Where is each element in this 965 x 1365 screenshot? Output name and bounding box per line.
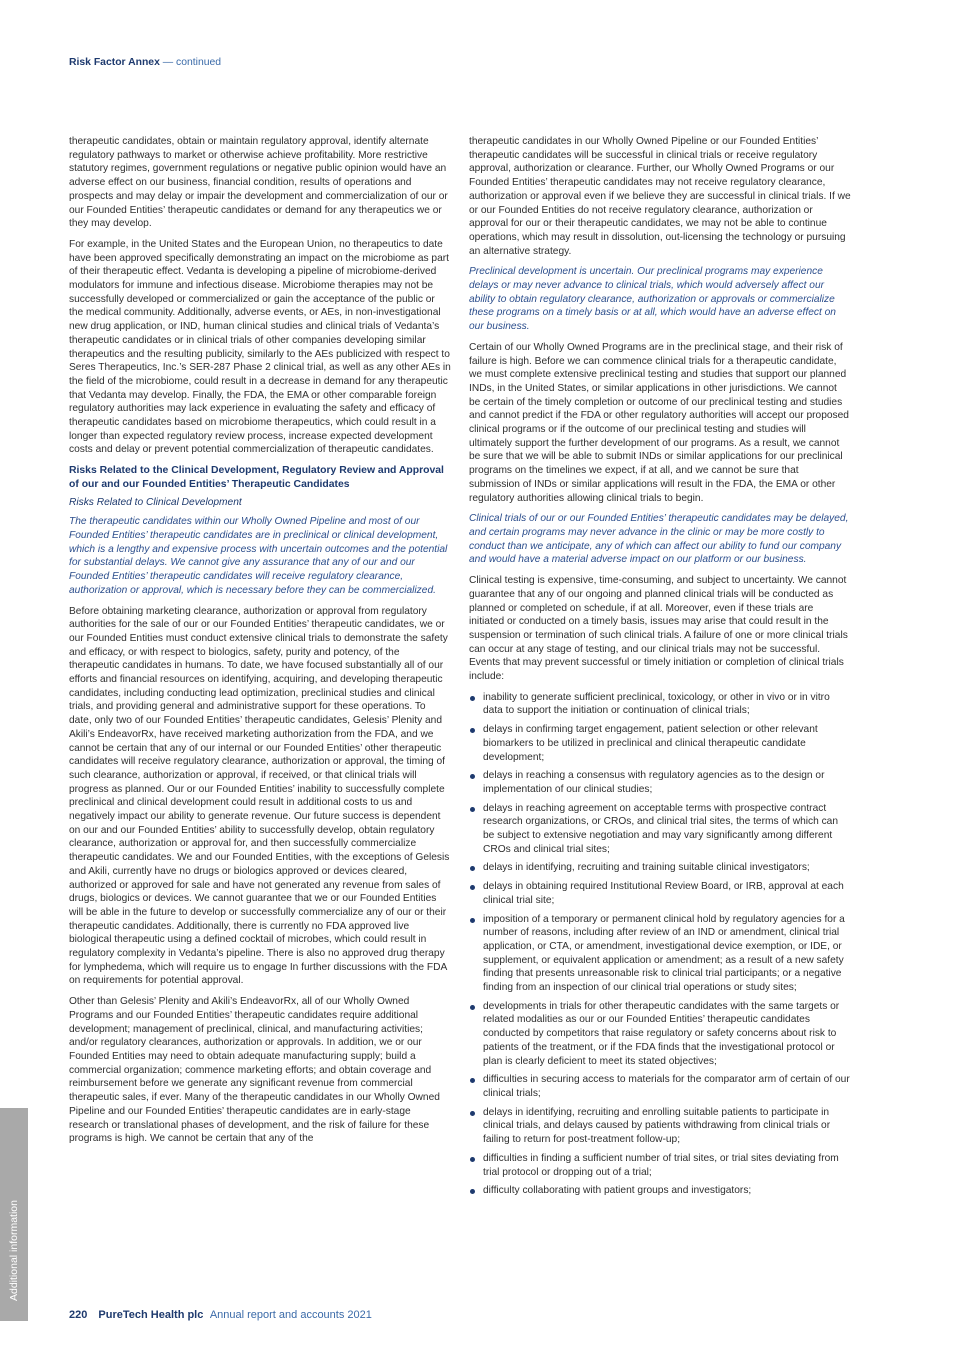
- paragraph: therapeutic candidates in our Wholly Owned Pipeline or our Founded Entities’ therapeutic candidates will be successful in clinical trials or receive regulatory approval, authorization or clearance. Further, our Wholly Owned Programs or our Founded Entities’ therapeutic candidates may not receive regulatory clearance, authorization or approval even if we believe they are successful in clinical trials. If we or our Founded Entities do not receive regulatory clearance, authorization or approval for our or their therapeutic candidates, we may not be able to continue operations, which may result in dissolution, out-licensing the technology or pursuing an alternative strategy.: [469, 136, 851, 257]
- paragraph: For example, in the United States and the European Union, no therapeutics to date have been approved specifically demonstrating an impact on the microbiome as part of their therapeutic effect. Vedanta is developing a pipeline of microbiome-derived modulators for immune and infectious disease. Microbiome therapies may not be successfully developed or commercialized or gain the acceptance of the public or the medical community. Additionally, adverse events, or AEs, in non-investigational new drug application, or IND, human clinical studies and clinical trials of Vedanta’s therapeutic candidates or in clinical trials of other companies developing similar therapeutics and the resulting publicity, similarly to the AEs publicized with respect to Seres Therapeutics, Inc.’s SER-287 Phase 2 clinical trial, as well as any other AEs in the field of the microbiome, could result in a decrease in demand for any therapeutic that Vedanta may develop. Finally, the FDA, the EMA or other comparable foreign regulatory authorities may lack experience in evaluating the safety and efficacy of therapeutic candidates based on microbiome therapeutics, which could result in a longer than expected regulatory review process, increase expected development costs and delay or prevent potential commercialization of therapeutic candidates.: [69, 238, 451, 456]
- subsection-heading: Risks Related to Clinical Development: [69, 496, 242, 508]
- list-item-text: difficulties in finding a sufficient number of trial sites, or trial sites deviating from trial protocol or dropping out of a trial;: [483, 1152, 839, 1178]
- bullet-dot-icon: [470, 866, 475, 871]
- right-column: [469, 135, 851, 1203]
- bullet-dot-icon: [470, 807, 475, 812]
- bullet-dot-icon: [470, 774, 475, 779]
- list-item: [469, 1073, 851, 1100]
- list-item-text: delays in reaching a consensus with regulatory agencies as to the design or implementation of our clinical studies;: [483, 770, 825, 795]
- section-heading: Risks Related to the Clinical Development, Regulatory Review and Approval of our and our Founded Entities’ Therapeutic Candidates: [69, 465, 444, 490]
- list-item: [469, 769, 851, 796]
- clinical-trial-risk-list: [469, 691, 851, 1198]
- paragraph: Other than Gelesis’ Plenity and Akili’s EndeavorRx, all of our Wholly Owned Programs and our Founded Entities’ therapeutic candidates require additional development; management of preclinical, clinical, and manufacturing activities; and/or regulatory clearances, authorization or approvals. In addition, we or our Founded Entities may need to obtain adequate manufacturing supply; build a commercial organization; commence marketing efforts; and obtain coverage and reimbursement before we generate any significant revenue from commercial therapeutic sales, if ever. Many of the therapeutic candidates in our Wholly Owned Pipeline and our Founded Entities’ therapeutic candidates are in early-stage research or translational phases of development, and the risk of failure for these programs is high. We cannot be certain that any of the: [69, 996, 440, 1145]
- list-item: [469, 802, 851, 857]
- list-item: [469, 1106, 851, 1147]
- list-item: [469, 880, 851, 907]
- paragraph: Certain of our Wholly Owned Programs are in the preclinical stage, and their risk of failure is high. Before we can commence clinical trials for a therapeutic candidate, we must complete extensive preclinical testing and studies that support our planned INDs, in the United States, or similar applications in other jurisdictions. We cannot be certain of the timely completion or outcome of our preclinical testing and studies and cannot predict if the FDA or other regulatory authorities will accept our proposed clinical programs or if the outcome of our preclinical testing and studies will ultimately support the further development of our programs. As a result, we cannot be sure that we will be able to submit INDs or similar applications for our preclinical programs on the timelines we expect, if at all, and we cannot be sure that submission of INDs or similar applications will result in the FDA, the EMA or other regulatory authorities allowing clinical trials to begin.: [469, 341, 849, 504]
- risk-summary-italic: The therapeutic candidates within our Wholly Owned Pipeline and most of our Founded Entities’ therapeutic candidates are in preclinical or clinical development, which is a lengthy and expensive process with uncertain outcomes and the potential for substantial delays. We cannot give any assurance that any of our and our Founded Entities’ therapeutic candidates will receive regulatory clearance, authorization or approval, which is necessary before they can be commercialized.: [69, 516, 448, 596]
- list-item: [469, 723, 851, 764]
- list-item-text: imposition of a temporary or permanent clinical hold by regulatory agencies for a number of reasons, including after review of an IND or amendment, clinical trial application, or CTA, or amendment, investigational device exemption, or IDE, or supplement, or equivalent application or amendment; as a result of a new safety finding that presents unreasonable risk to clinical trial participants; or a negative finding from an inspection of our clinical trial operations or study sites;: [483, 913, 845, 994]
- bullet-dot-icon: [470, 918, 475, 923]
- list-item-text: inability to generate sufficient preclinical, toxicology, or other in vivo or in vitro data to support the initiation or continuation of clinical trials;: [483, 691, 830, 717]
- report-title: Annual report and accounts 2021: [209, 1309, 372, 1321]
- risk-summary-italic: Preclinical development is uncertain. Our preclinical programs may experience delays or may never advance to clinical trials, which would adversely affect our ability to obtain regulatory clearance, authorization or approvals or commercialize these programs on a timely basis or at all, which would have an adverse effect on our business.: [469, 266, 836, 333]
- running-header: [69, 57, 221, 68]
- bullet-dot-icon: [470, 1189, 475, 1194]
- bullet-dot-icon: [470, 885, 475, 890]
- list-item-text: delays in reaching agreement on acceptable terms with prospective contract research organizations, or CROs, and clinical trial sites, the terms of which can be subject to extensive negotiation and may vary significantly among different CROs and clinical trial sites;: [483, 802, 839, 855]
- list-item: [469, 861, 851, 875]
- paragraph: therapeutic candidates, obtain or maintain regulatory approval, identify alternate regulatory pathways to market or otherwise achieve profitability. More restrictive statutory regimes, government regulations or negative public opinion would have an adverse effect on our business, financial condition, results of operations and prospects and may delay or impair the development and commercialization of our or our Founded Entities’ therapeutic candidates or demand for any therapeutics we or they may develop.: [69, 136, 448, 230]
- list-item-text: difficulties in securing access to materials for the comparator arm of certain of our clinical trials;: [483, 1074, 850, 1099]
- list-item: [469, 913, 851, 995]
- list-item: [469, 691, 851, 718]
- paragraph: Before obtaining marketing clearance, authorization or approval from regulatory authorities for the sale of our or our Founded Entities’ therapeutic candidates, we or our Founded Entities must conduct extensive clinical trials to demonstrate the safety and efficacy, or with respect to biologics, safety, purity and potency, of the therapeutic candidates in humans. To date, we have focused substantially all of our efforts and financial resources on identifying, acquiring, and developing therapeutic candidates, including conducting lead optimization, preclinical studies and clinical trials, and providing general and administrative support for these operations. To date, only two of our Founded Entities’ therapeutic candidates, Gelesis’ Plenity and Akili’s EndeavorRx, have received marketing authorization from the FDA, and we cannot be certain that any of our internal or our Founded Entities’ other therapeutic candidates will receive regulatory clearance, authorization or approval, the timing of such clearance, authorization or approval, if received, or that clinical trials will progress as planned. Our or our Founded Entities’ inability to successfully complete preclinical and clinical development could result in additional costs to us and negatively impact our ability to generate revenue. Our future success is dependent on our and our Founded Entities’ ability to successfully develop, obtain regulatory clearance, authorization or approval for, and then successfully commercialize therapeutic candidates. We and our Founded Entities, with the exceptions of Gelesis and Akili, currently have no drugs or biologics approved or devices cleared, authorized or approved for sale and have not generated any revenue from sales of drugs, biologics or devices. We cannot guarantee that we or our Founded Entities will be able in the future to develop or successfully commercialize any of our or their therapeutic candidates. Additionally, there is currently no FDA approved live biological therapeutic using a defined cocktail of microbes, which could result in regulatory complexity in Vedanta’s pipeline. There is also no approved drug therapy for lymphedema, which will require us to engage In further discussions with the FDA on requirements for potential approval.: [69, 605, 450, 987]
- list-item: [469, 1000, 851, 1069]
- header-section-title: Risk Factor Annex: [69, 57, 160, 68]
- list-item: [469, 1184, 851, 1198]
- header-continued-label: — continued: [162, 57, 222, 68]
- bullet-dot-icon: [470, 1157, 475, 1162]
- paragraph: Clinical testing is expensive, time-consuming, and subject to uncertainty. We cannot guarantee that any of our ongoing and planned clinical trials will be conducted as planned or completed on schedule, if at all. Moreover, even if these trials are initiated or conducted on a timely basis, issues may arise that could result in the suspension or termination of such clinical trials. A failure of one or more clinical trials can occur at any stage of testing, and our clinical trials may not be successful. Events that may prevent successful or timely initiation or completion of clinical trials include:: [469, 575, 848, 683]
- section-side-tab: [0, 1108, 28, 1321]
- list-item-text: delays in identifying, recruiting and enrolling suitable patients to participate in clinical trials, and delays caused by patients withdrawing from clinical trials or failing to return for post-treatment follow-up;: [483, 1106, 831, 1146]
- bullet-dot-icon: [470, 1078, 475, 1083]
- side-tab-label: Additional information: [8, 1200, 20, 1301]
- list-item-text: developments in trials for other therapeutic candidates with the same targets or related modalities as our or our Founded Entities’ therapeutic candidates conducted by competitors that raise regulatory or safety concerns about risk to patients of the treatment, or if the FDA finds that the investigational protocol or plan is clearly deficient to meet its stated objectives;: [483, 1000, 840, 1067]
- page-number: 220: [69, 1309, 88, 1321]
- bullet-dot-icon: [470, 696, 475, 701]
- bullet-dot-icon: [470, 1111, 475, 1116]
- list-item: [469, 1152, 851, 1179]
- list-item-text: difficulty collaborating with patient groups and investigators;: [483, 1185, 752, 1197]
- risk-summary-italic: Clinical trials of our or our Founded Entities’ therapeutic candidates may be delayed, and certain programs may never advance in the clinic or may be more costly to conduct than we anticipate, any of which can affect our ability to fund our company and would have a material adverse impact on our platform or our business.: [469, 513, 849, 566]
- list-item-text: delays in confirming target engagement, patient selection or other relevant biomarkers to be utilized in preclinical and clinical therapeutic candidate development;: [483, 724, 818, 763]
- bullet-dot-icon: [470, 728, 475, 733]
- bullet-dot-icon: [470, 1005, 475, 1010]
- company-name: PureTech Health plc: [98, 1309, 204, 1321]
- list-item-text: delays in obtaining required Institutional Review Board, or IRB, approval at each clinical trial site;: [483, 881, 844, 906]
- list-item-text: delays in identifying, recruiting and training suitable clinical investigators;: [483, 862, 810, 874]
- page-footer: [69, 1309, 372, 1321]
- left-column: [69, 135, 451, 1153]
